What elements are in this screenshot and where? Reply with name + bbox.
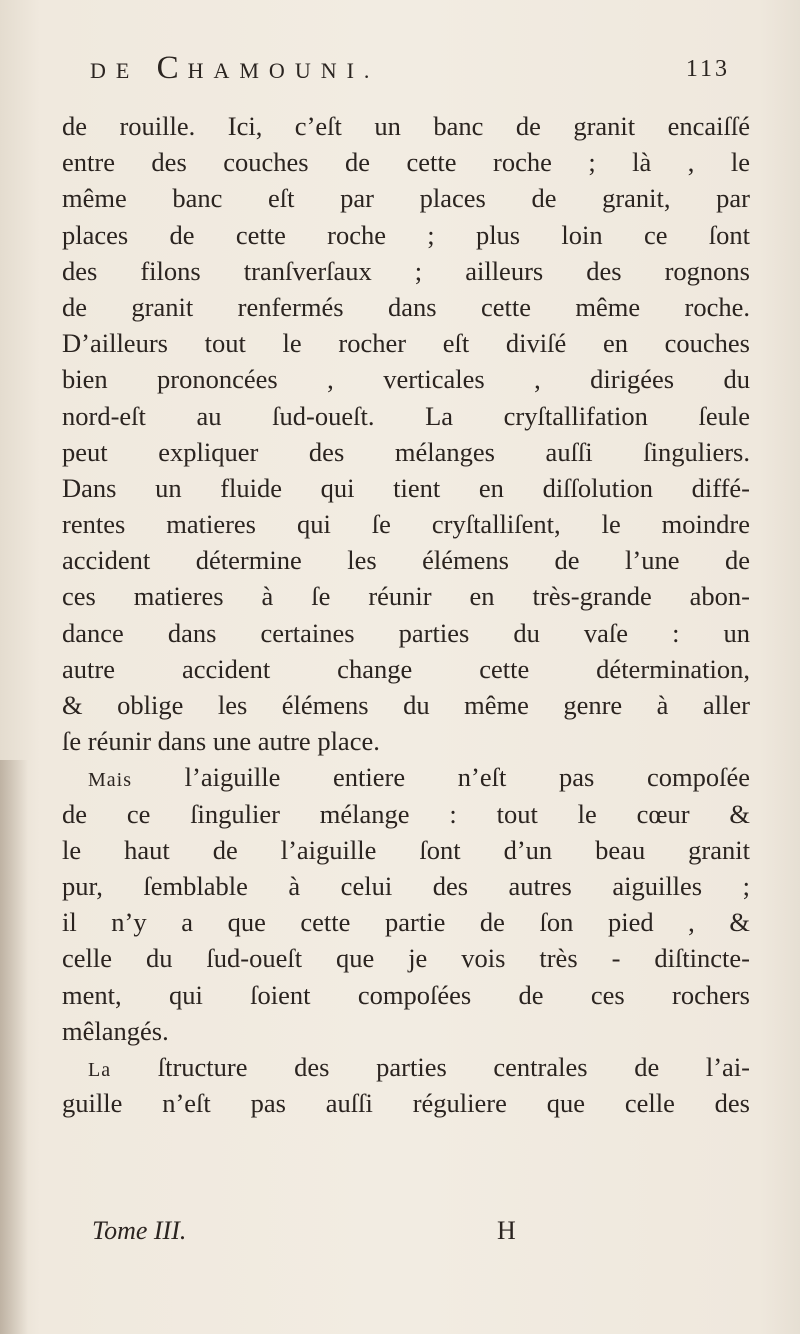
running-title-initial: C [156,50,188,86]
body-text [62,108,750,1121]
text-line: il n’y a que cette partie de ſon pied , & [62,907,750,938]
text-line: rentes matieres qui ſe cryſtalliſent, le moindre [62,509,750,540]
text-line: ces matieres à ſe réunir en très-grande abon- [62,581,750,612]
text-line: de rouille. Ici, c’eſt un banc de granit encaiſſé [62,111,750,141]
text-line: peut expliquer des mélanges auſſi ſinguliers. [62,436,750,467]
text-line: entre des couches de cette roche ; là , le [62,147,750,178]
text-line: accident détermine les élémens de l’une de [62,545,750,576]
signature-mark: H [497,1216,516,1245]
text-line: nord-eſt au ſud-oueſt. La cryſtallifation ſeule [62,400,750,431]
paragraph-first-line-text: l’aiguille entiere n’eſt pas compoſée [184,762,750,793]
text-line: dance dans certaines parties du vaſe : un [62,617,750,648]
text-line: même banc eſt par places de granit, par [62,183,750,214]
running-head [90,50,730,100]
text-line: de granit renfermés dans cette même roche. [62,291,750,322]
text-line: ſe réunir dans une autre place. [62,726,380,757]
paragraph-first-line [62,759,750,795]
running-title-prefix: DE [90,58,140,83]
text-line: & oblige les élémens du même genre à aller [62,690,750,720]
running-title-rest: HAMOUNI. [187,58,380,83]
paragraph-lead-word: La [88,1058,112,1081]
text-line: pur, ſemblable à celui des autres aiguilles ; [62,870,750,901]
paragraph-first-line [62,1049,750,1085]
text-line: Dans un fluide qui tient en diſſolution diffé- [62,472,750,503]
text-line: de ce ſingulier mélange : tout le cœur & [62,798,750,829]
text-line: bien prononcées , verticales , dirigées du [62,364,750,395]
signature-label: Tome III. [92,1216,187,1245]
text-line: D’ailleurs tout le rocher eſt diviſé en couches [62,328,750,359]
text-line: celle du ſud-oueſt que je vois très - diſtincte- [62,943,750,974]
text-line: le haut de l’aiguille ſont d’un beau granit [62,834,750,865]
text-line: mêlangés. [62,1015,169,1046]
running-title [90,50,379,87]
text-line: places de cette roche ; plus loin ce ſont [62,219,750,250]
paragraph-first-line-text: ſtructure des parties centrales de l’ai- [157,1051,751,1082]
text-line: des filons tranſverſaux ; ailleurs des rognons [62,255,750,286]
paragraph-lead-word: Mais [88,769,132,792]
text-line: ment, qui ſoient compoſées de ces rochers [62,979,750,1010]
text-line: autre accident change cette détermination, [62,653,750,684]
page-gutter-shadow [0,760,28,1334]
page-number: 113 [685,56,730,82]
text-line: guille n’eſt pas auſſi réguliere que celle des [62,1088,750,1119]
